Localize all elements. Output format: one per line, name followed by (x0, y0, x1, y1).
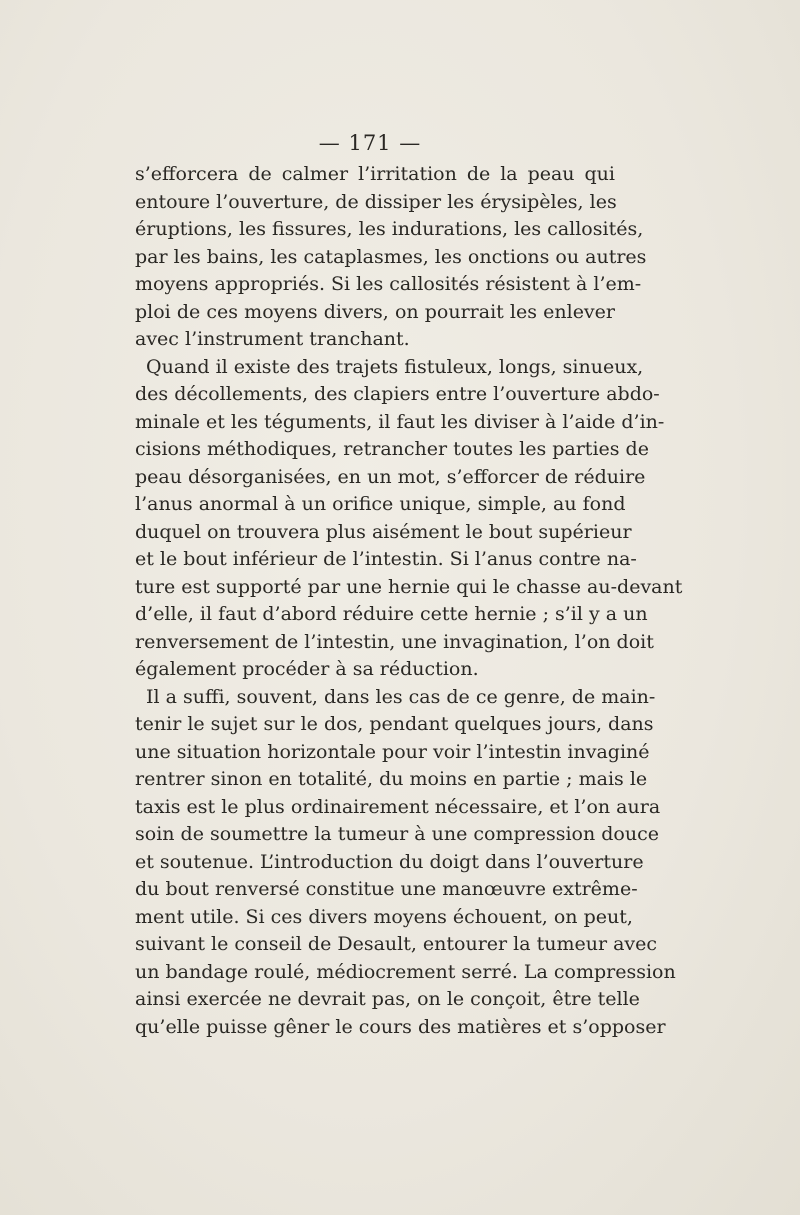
paragraph-start-line: Quand il existe des trajets fistuleux, longs, sinueux, (146, 355, 644, 378)
text-line: minale et les téguments, il faut les diviser à l’aide d’in- (135, 410, 665, 433)
text-line: ainsi exercée ne devrait pas, on le conçoit, être telle (135, 988, 640, 1010)
text-line: une situation horizontale pour voir l’intestin invaginé (135, 740, 650, 763)
text-line: des décollements, des clapiers entre l’ouverture abdo- (135, 383, 660, 405)
text-line: moyens appropriés. Si les callosités résistent à l’em- (135, 273, 642, 295)
text-line: et le bout inférieur de l’intestin. Si l’anus contre na- (135, 548, 637, 570)
text-line: suivant le conseil de Desault, entourer la tumeur avec (135, 933, 658, 955)
text-line: duquel on trouvera plus aisément le bout supérieur (135, 520, 632, 543)
text-line: ploi de ces moyens divers, on pourrait les enlever (135, 300, 615, 323)
text-line: et soutenue. L’introduction du doigt dans l’ouverture (135, 850, 644, 873)
text-line: par les bains, les cataplasmes, les onctions ou autres (135, 245, 647, 268)
paragraph-start-line: Il a suffi, souvent, dans les cas de ce genre, de main- (146, 685, 656, 708)
text-line: tenir le sujet sur le dos, pendant quelques jours, dans (135, 713, 654, 735)
page-number: — 171 — (318, 131, 422, 155)
text-line: s’efforcera de calmer l’irritation de la peau qui (135, 163, 615, 185)
text-line: taxis est le plus ordinairement nécessaire, et l’on aura (135, 795, 661, 818)
text-line: qu’elle puisse gêner le cours des matières et s’opposer (135, 1015, 666, 1038)
text-line: un bandage roulé, médiocrement serré. La compression (135, 960, 676, 983)
text-line: éruptions, les fissures, les indurations, les callosités, (135, 218, 644, 240)
text-line: rentrer sinon en totalité, du moins en partie ; mais le (135, 768, 648, 790)
text-line: du bout renversé constitue une manœuvre extrême- (135, 878, 638, 900)
text-line: cisions méthodiques, retrancher toutes les parties de (135, 438, 649, 460)
text-line: renversement de l’intestin, une invagination, l’on doit (135, 630, 654, 653)
text-line: avec l’instrument tranchant. (135, 328, 410, 350)
body-text (135, 161, 683, 1041)
text-line: également procéder à sa réduction. (135, 658, 479, 680)
text-line: ture est supporté par une hernie qui le chasse au-devant (135, 575, 683, 598)
text-line: entoure l’ouverture, de dissiper les érysipèles, les (135, 190, 617, 213)
text-line: soin de soumettre la tumeur à une compression douce (135, 823, 659, 845)
text-line: peau désorganisées, en un mot, s’efforcer de réduire (135, 465, 646, 488)
text-line: ment utile. Si ces divers moyens échouent, on peut, (135, 905, 633, 928)
text-line: l’anus anormal à un orifice unique, simple, au fond (135, 493, 626, 515)
text-line: d’elle, il faut d’abord réduire cette hernie ; s’il y a un (135, 603, 648, 625)
